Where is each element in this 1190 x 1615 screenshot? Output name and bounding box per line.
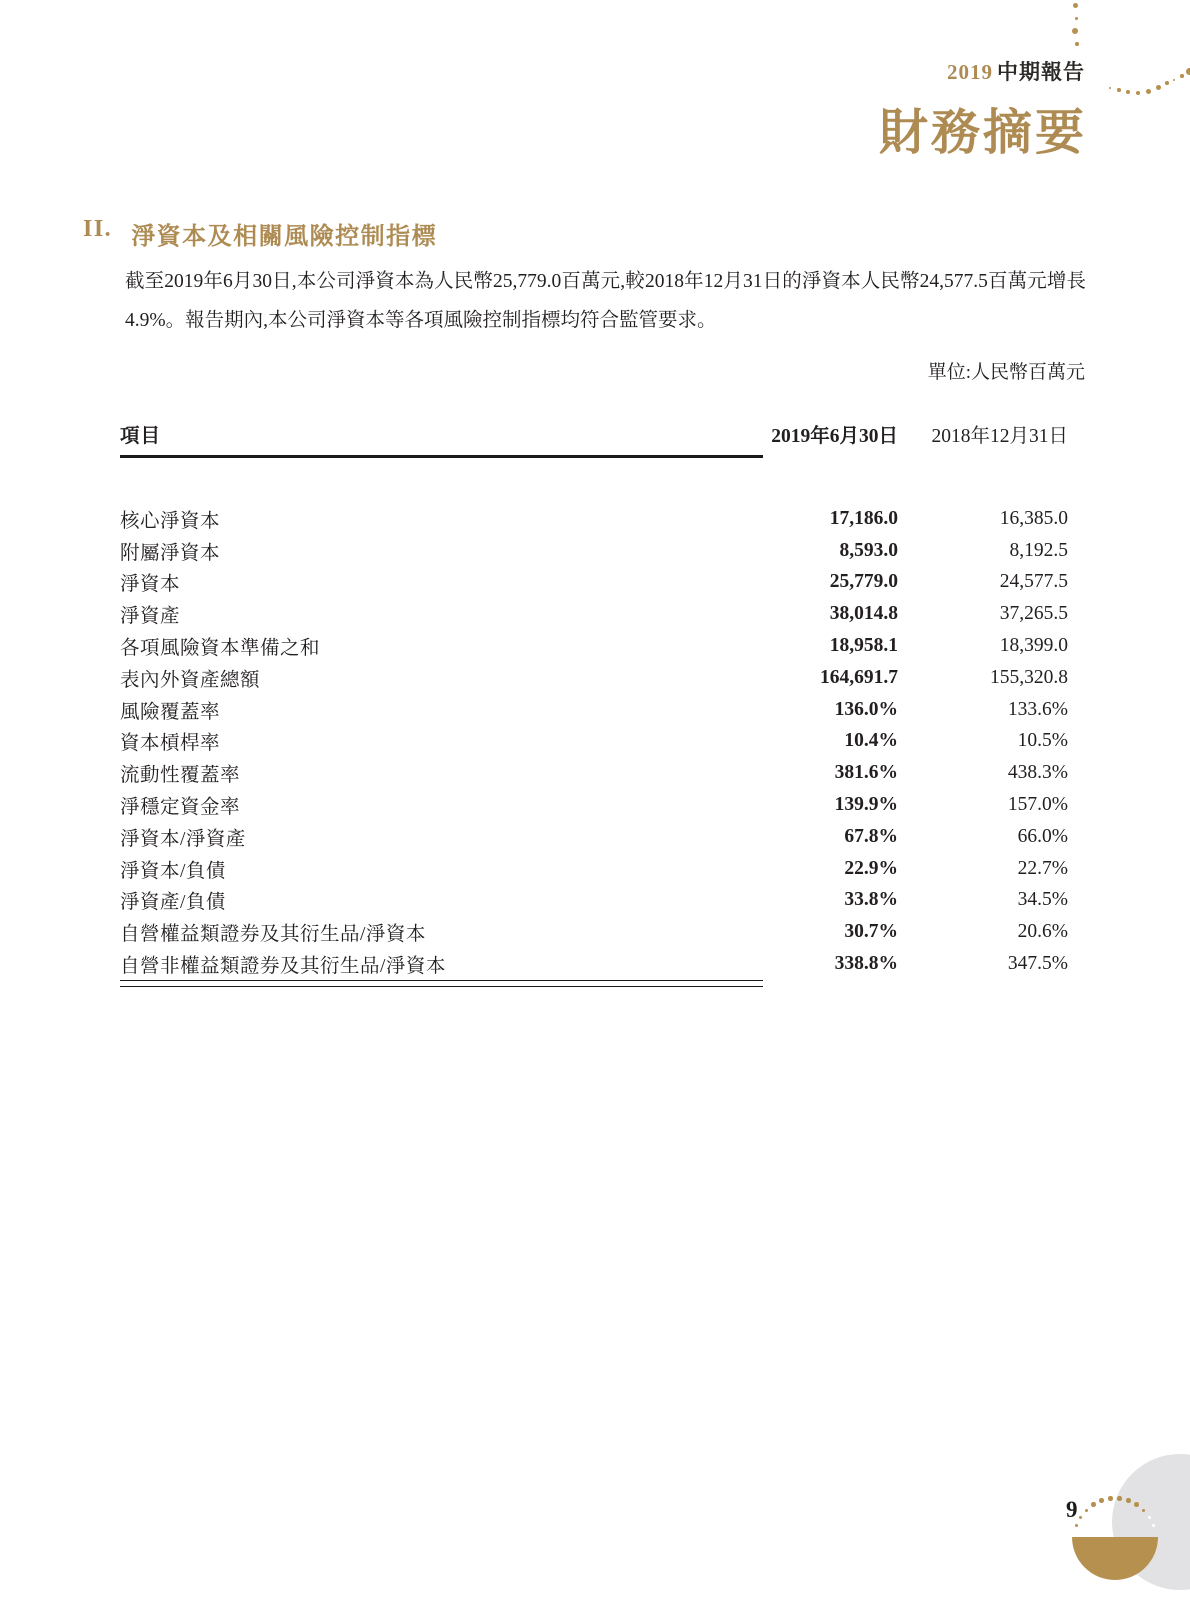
decorative-dot [1075,17,1078,20]
row-value-2018: 155,320.8 [990,666,1068,688]
section-paragraph: 截至2019年6月30日,本公司淨資本為人民幣25,779.0百萬元,較2018年12月31日的淨資本人民幣24,577.5百萬元增長4.9%。報告期內,本公司淨資本等各項風險控制指標均符合監管要求。 [125,271,1086,331]
decorative-dot [1173,79,1176,82]
row-value-2018: 438.3% [1007,762,1068,784]
table-row [120,726,1073,758]
row-value-2019: 381.6% [834,762,898,784]
table-bottom-rule [120,980,1073,987]
decorative-dot [1091,1502,1096,1507]
decorative-dot [1146,89,1151,94]
table-row [120,598,1073,630]
decorative-dot [1117,88,1121,92]
decorative-dot [1165,81,1169,85]
table-row [120,948,1073,980]
decorative-dot [1156,85,1161,90]
report-title: 中期報告 [997,60,1085,84]
decorative-dot [1075,1524,1078,1527]
row-value-2019: 25,779.0 [829,571,898,593]
decorative-dot [1099,1498,1104,1503]
decorative-dot [1186,68,1190,75]
row-label: 資本槓桿率 [120,733,221,755]
row-label: 淨資本/淨資產 [120,828,246,850]
row-label: 淨穩定資金率 [120,797,241,819]
table-row [120,789,1073,821]
decorative-dot [1079,1516,1082,1519]
decorative-dot [1126,90,1131,95]
table-row [120,916,1073,948]
table-header-rule [120,455,1073,458]
decorative-dot [1180,74,1184,78]
financial-table [120,420,1073,987]
row-value-2018: 37,265.5 [999,603,1068,625]
table-row [120,757,1073,789]
row-label: 淨資本 [120,574,181,596]
row-value-2019: 18,958.1 [829,635,898,657]
page-title: 財務摘要 [878,105,1087,160]
decorative-dot [1148,1516,1151,1519]
row-label: 風險覆蓋率 [120,701,221,723]
decorative-dot [1136,91,1141,96]
table-row [120,503,1073,535]
row-value-2019: 17,186.0 [829,507,898,529]
row-value-2019: 10.4% [844,730,898,752]
table-row [120,853,1073,885]
table-row [120,821,1073,853]
row-value-2018: 8,192.5 [1009,539,1068,561]
section-heading [83,216,437,251]
row-value-2019: 38,014.8 [829,603,898,625]
row-value-2018: 347.5% [1007,953,1068,975]
row-value-2019: 164,691.7 [820,666,898,688]
decorative-dot [1075,42,1079,46]
table-row [120,567,1073,599]
decorative-dot [1109,87,1112,90]
row-value-2019: 8,593.0 [839,539,898,561]
decorative-dot [1134,1502,1139,1507]
row-value-2019: 67.8% [844,825,898,847]
report-badge [947,56,1085,86]
decorative-dot [1073,3,1078,8]
decorative-dot [1142,1509,1145,1512]
row-label: 淨資產/負債 [120,892,226,914]
row-value-2019: 136.0% [834,698,898,720]
table-header-row [120,420,1073,455]
column-header-2018: 2018年12月31日 [931,426,1068,447]
row-label: 核心淨資本 [120,510,221,532]
unit-note: 單位:人民幣百萬元 [927,362,1085,383]
row-label: 淨資本/負債 [120,860,226,882]
row-value-2018: 34.5% [1017,889,1068,911]
row-label: 流動性覆蓋率 [120,765,241,787]
column-header-2019: 2019年6月30日 [771,426,898,447]
row-label: 附屬淨資本 [120,542,221,564]
table-row [120,630,1073,662]
row-value-2019: 338.8% [834,953,898,975]
decorative-dot [1072,28,1078,34]
row-value-2018: 157.0% [1007,794,1068,816]
section-number: II. [83,216,113,242]
decorative-dot [1126,1498,1131,1503]
decorative-dot [1085,1509,1088,1512]
decorative-dot [1117,1496,1122,1501]
row-label: 表內外資產總額 [120,669,261,691]
row-value-2019: 22.9% [844,857,898,879]
row-value-2018: 133.6% [1007,698,1068,720]
page-number: 9 [1066,1497,1078,1522]
row-value-2018: 24,577.5 [999,571,1068,593]
row-value-2019: 33.8% [844,889,898,911]
row-label: 各項風險資本準備之和 [120,638,321,660]
row-value-2019: 139.9% [834,794,898,816]
row-label: 自營權益類證券及其衍生品/淨資本 [120,924,426,946]
table-row [120,535,1073,567]
report-year: 2019 [947,60,993,84]
table-row [120,694,1073,726]
row-value-2019: 30.7% [844,921,898,943]
row-value-2018: 20.6% [1017,921,1068,943]
row-value-2018: 66.0% [1017,825,1068,847]
section-heading-text: 淨資本及相關風險控制指標 [131,224,438,250]
row-value-2018: 22.7% [1017,857,1068,879]
row-value-2018: 16,385.0 [999,507,1068,529]
table-body [120,503,1073,980]
row-value-2018: 10.5% [1017,730,1068,752]
row-label: 自營非權益類證券及其衍生品/淨資本 [120,956,446,978]
decorative-dot [1108,1496,1113,1501]
row-value-2018: 18,399.0 [999,635,1068,657]
column-header-item: 項目 [120,426,162,447]
table-row [120,885,1073,917]
table-row [120,662,1073,694]
decorative-dot [1152,1524,1155,1527]
row-label: 淨資產 [120,606,181,628]
